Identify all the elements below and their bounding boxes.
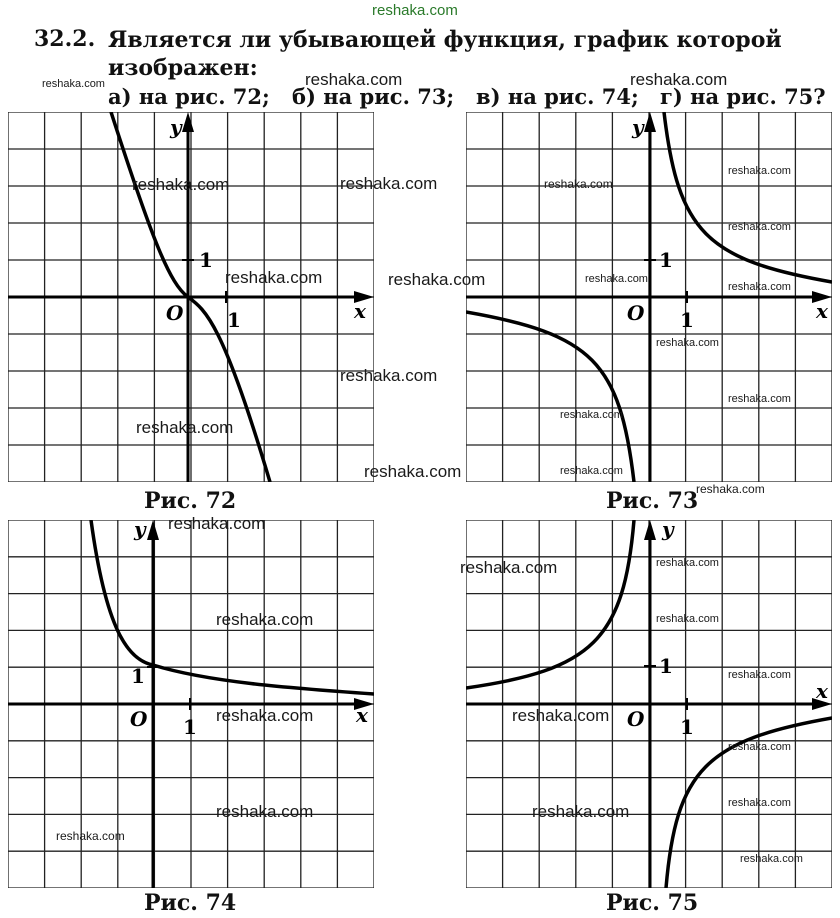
- watermark: reshaka.com: [216, 802, 314, 821]
- watermark: reshaka.com: [340, 366, 438, 385]
- watermark: reshaka.com: [656, 337, 719, 349]
- watermark: reshaka.com: [512, 706, 610, 725]
- y-unit-label: 1: [199, 248, 213, 272]
- watermark: reshaka.com: [216, 706, 314, 725]
- origin-label: O: [166, 301, 184, 325]
- watermark: reshaka.com: [132, 175, 230, 194]
- watermark: reshaka.com: [216, 610, 314, 629]
- function-curve-right-branch: [664, 112, 832, 282]
- watermark: reshaka.com: [728, 393, 791, 405]
- watermark: reshaka.com: [728, 669, 791, 681]
- y-axis-label: y: [134, 520, 146, 541]
- y-unit-label: 1: [131, 664, 145, 688]
- watermark: reshaka.com: [168, 514, 266, 533]
- watermark: reshaka.com: [585, 273, 648, 285]
- watermark: reshaka.com: [225, 268, 323, 287]
- option-b: б) на рис. 73;: [292, 84, 455, 109]
- figure-label: Рис. 75: [606, 890, 699, 916]
- figure-label: Рис. 74: [144, 890, 237, 916]
- x-axis-label: x: [356, 703, 368, 727]
- option-a: а) на рис. 72;: [108, 84, 270, 109]
- function-curve-left-branch: [466, 312, 634, 482]
- task-text: Является ли убывающей функция, график которой изображен:: [108, 27, 782, 81]
- watermark: reshaka.com: [42, 78, 105, 90]
- watermark: reshaka.com: [372, 2, 458, 19]
- watermark: reshaka.com: [532, 802, 630, 821]
- watermark: reshaka.com: [740, 853, 803, 865]
- watermark: reshaka.com: [728, 281, 791, 293]
- watermark: reshaka.com: [560, 465, 623, 477]
- watermark: reshaka.com: [136, 418, 234, 437]
- watermark: reshaka.com: [305, 70, 403, 89]
- watermark: reshaka.com: [656, 557, 719, 569]
- watermark: reshaka.com: [364, 462, 462, 481]
- watermark: reshaka.com: [656, 613, 719, 625]
- x-unit-label: 1: [227, 308, 241, 332]
- y-unit-label: 1: [659, 654, 673, 678]
- task-number: 32.2.: [34, 26, 96, 52]
- watermark: reshaka.com: [460, 558, 558, 577]
- x-unit-label: 1: [183, 715, 197, 739]
- x-unit-label: 1: [680, 308, 694, 332]
- watermark: reshaka.com: [544, 177, 613, 191]
- origin-label: O: [627, 707, 645, 731]
- watermark: reshaka.com: [696, 482, 765, 496]
- x-axis-label: x: [816, 299, 828, 323]
- origin-label: O: [627, 301, 645, 325]
- watermark: reshaka.com: [728, 797, 791, 809]
- watermark: reshaka.com: [560, 409, 623, 421]
- y-axis-label: y: [170, 115, 182, 139]
- watermark: reshaka.com: [728, 165, 791, 177]
- y-axis-label: y: [662, 520, 674, 541]
- x-axis-label: x: [354, 299, 366, 323]
- watermark: reshaka.com: [388, 270, 486, 289]
- option-d: г) на рис. 75?: [660, 84, 826, 109]
- watermark: reshaka.com: [56, 829, 125, 843]
- watermark: reshaka.com: [630, 70, 728, 89]
- origin-label: O: [130, 707, 148, 731]
- y-unit-label: 1: [659, 248, 673, 272]
- figure-label: Рис. 73: [606, 488, 699, 514]
- x-unit-label: 1: [680, 715, 694, 739]
- y-axis-label: y: [632, 115, 644, 139]
- x-axis-label: x: [816, 679, 828, 703]
- option-c: в) на рис. 74;: [476, 84, 639, 109]
- watermark: reshaka.com: [340, 174, 438, 193]
- function-curve-left-branch: [466, 520, 634, 688]
- figure-label: Рис. 72: [144, 488, 237, 514]
- watermark: reshaka.com: [728, 741, 791, 753]
- watermark: reshaka.com: [728, 221, 791, 233]
